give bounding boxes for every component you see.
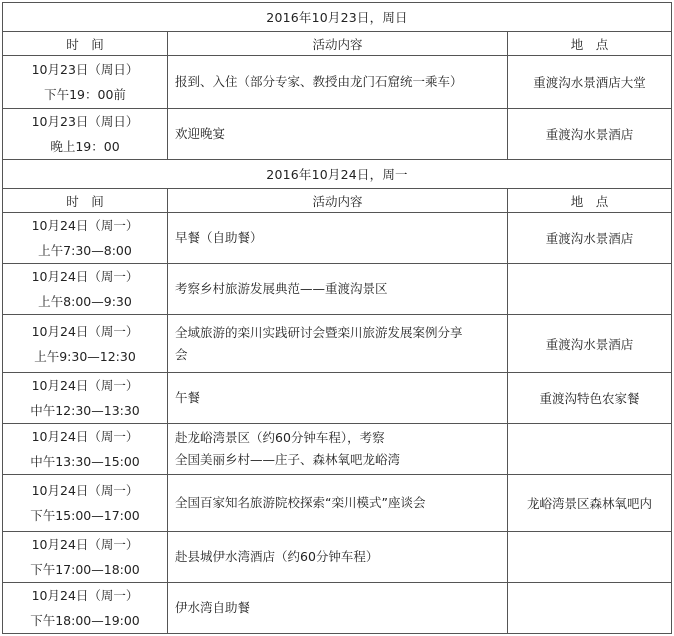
activity-cell — [168, 264, 508, 315]
time-cell — [3, 109, 168, 160]
activity-line: 全国美丽乡村——庄子、森林氧吧龙峪湾 — [175, 452, 401, 467]
time-cell — [3, 56, 168, 109]
table-row — [3, 109, 672, 160]
row-time: 上午8:00—9:30 — [38, 294, 132, 309]
location-cell: 龙峪湾景区森林氧吧内 — [508, 475, 672, 532]
header-time: 时 间 — [3, 189, 168, 213]
location-cell — [508, 583, 672, 634]
activity-line: 欢迎晚宴 — [175, 126, 226, 141]
row-date: 10月24日（周一） — [31, 218, 139, 233]
activity-cell — [168, 109, 508, 160]
table-row — [3, 373, 672, 424]
location-cell: 重渡沟水景酒店 — [508, 109, 672, 160]
row-time: 下午15:00—17:00 — [30, 508, 140, 523]
header-row — [3, 32, 672, 56]
row-date: 10月24日（周一） — [31, 537, 139, 552]
table-row — [3, 532, 672, 583]
time-cell — [3, 532, 168, 583]
header-time: 时 间 — [3, 32, 168, 56]
location-cell: 重渡沟水景酒店 — [508, 315, 672, 373]
activity-line: 赴县城伊水湾酒店（约60分钟车程） — [175, 549, 379, 564]
header-location: 地 点 — [508, 32, 672, 56]
activity-cell — [168, 532, 508, 583]
location-cell — [508, 532, 672, 583]
row-date: 10月24日（周一） — [31, 588, 139, 603]
table-row — [3, 264, 672, 315]
location-cell — [508, 424, 672, 475]
table-row — [3, 583, 672, 634]
header-location: 地 点 — [508, 189, 672, 213]
row-date: 10月24日（周一） — [31, 483, 139, 498]
activity-cell — [168, 475, 508, 532]
time-cell — [3, 583, 168, 634]
activity-line: 全域旅游的栾川实践研讨会暨栾川旅游发展案例分享 — [175, 324, 463, 340]
day-title-row — [3, 3, 672, 32]
time-cell — [3, 373, 168, 424]
row-time: 上午7:30—8:00 — [38, 243, 132, 258]
day-title-row — [3, 160, 672, 189]
activity-cell — [168, 583, 508, 634]
activity-line: 报到、入住（部分专家、教授由龙门石窟统一乘车） — [175, 74, 463, 89]
table-row — [3, 315, 672, 373]
activity-cell — [168, 373, 508, 424]
row-date: 10月24日（周一） — [31, 429, 139, 444]
location-cell: 重渡沟水景酒店 — [508, 213, 672, 264]
table-row — [3, 475, 672, 532]
day-title: 2016年10月23日，周日 — [3, 3, 672, 32]
row-time: 晚上19：00 — [50, 139, 120, 154]
activity-line: 赴龙峪湾景区（约60分钟车程），考察 — [175, 430, 385, 445]
row-date: 10月24日（周一） — [31, 269, 139, 284]
activity-cell — [168, 315, 508, 373]
location-cell — [508, 264, 672, 315]
activity-line: 考察乡村旅游发展典范——重渡沟景区 — [175, 281, 388, 296]
activity-cell — [168, 424, 508, 475]
row-time: 中午12:30—13:30 — [30, 403, 140, 418]
time-cell — [3, 315, 168, 373]
row-time: 下午19：00前 — [44, 87, 126, 102]
location-cell: 重渡沟水景酒店大堂 — [508, 56, 672, 109]
table-row — [3, 424, 672, 475]
row-date: 10月24日（周一） — [31, 378, 139, 393]
row-time: 下午17:00—18:00 — [30, 562, 140, 577]
activity-line: 会 — [175, 346, 188, 362]
activity-line: 午餐 — [175, 390, 201, 405]
activity-cell — [168, 56, 508, 109]
row-time: 中午13:30—15:00 — [30, 454, 140, 469]
activity-line: 全国百家知名旅游院校探索“栾川模式”座谈会 — [175, 495, 426, 510]
time-cell — [3, 424, 168, 475]
table-row — [3, 56, 672, 109]
header-activity: 活动内容 — [168, 32, 508, 56]
time-cell — [3, 264, 168, 315]
row-time: 上午9:30—12:30 — [34, 348, 136, 364]
header-row — [3, 189, 672, 213]
row-date: 10月23日（周日） — [31, 114, 139, 129]
table-row — [3, 213, 672, 264]
activity-line: 早餐（自助餐） — [175, 230, 263, 245]
location-cell: 重渡沟特色农家餐 — [508, 373, 672, 424]
row-date: 10月23日（周日） — [31, 62, 139, 77]
header-activity: 活动内容 — [168, 189, 508, 213]
time-cell — [3, 213, 168, 264]
day-title: 2016年10月24日，周一 — [3, 160, 672, 189]
activity-line: 伊水湾自助餐 — [175, 600, 251, 615]
schedule-table — [2, 2, 672, 634]
time-cell — [3, 475, 168, 532]
row-date: 10月24日（周一） — [31, 323, 139, 339]
activity-cell — [168, 213, 508, 264]
row-time: 下午18:00—19:00 — [30, 613, 140, 628]
